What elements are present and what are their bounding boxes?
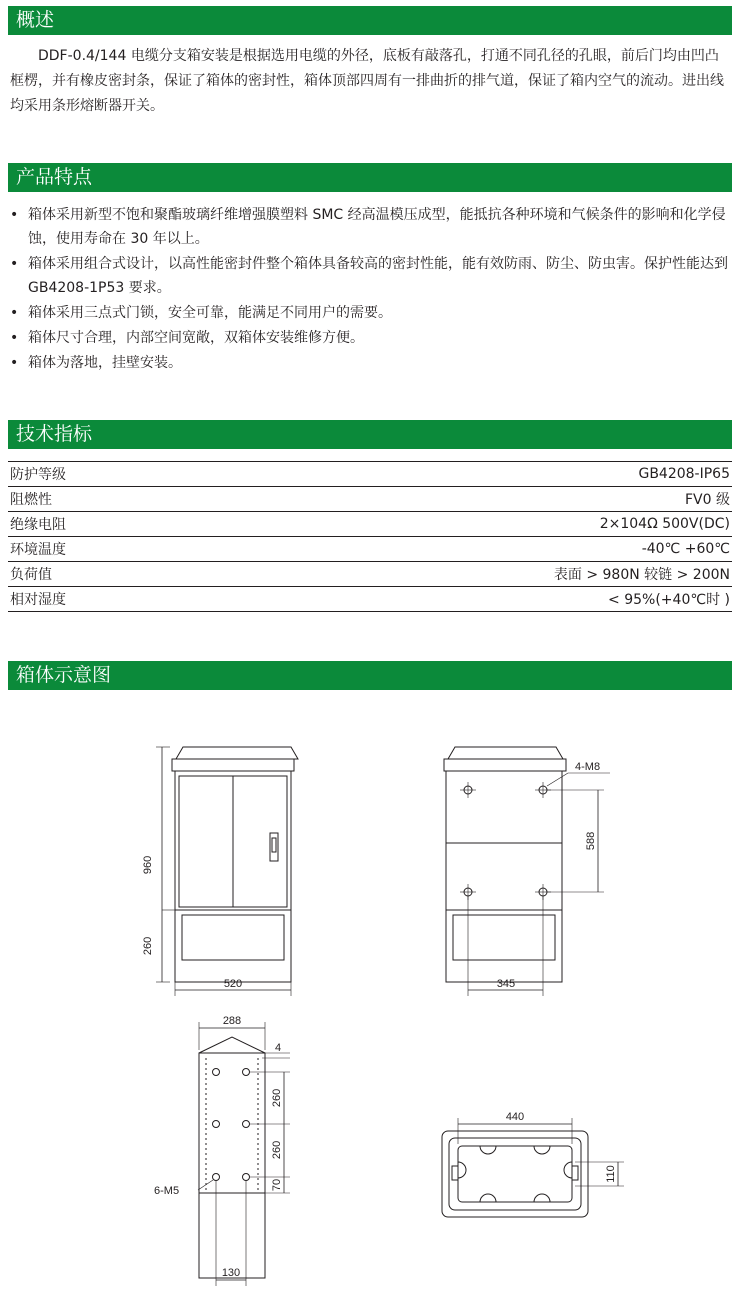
- feature-item: [10, 252, 732, 300]
- feature-text: 箱体为落地，挂壁安装。: [28, 355, 182, 371]
- table-row: [8, 487, 732, 512]
- section-title-overview: 概述: [8, 6, 732, 35]
- bullet: •: [10, 305, 19, 321]
- dim-side-bolt: 6-M5: [154, 1185, 180, 1197]
- feature-item: [10, 326, 732, 350]
- table-row: [8, 512, 732, 537]
- bullet: •: [10, 256, 19, 272]
- front-view-drawing: [156, 747, 298, 996]
- spec-name: 绝缘电阻: [10, 517, 66, 533]
- dim-back-bolt: 4-M8: [575, 761, 601, 773]
- feature-item: [10, 203, 732, 251]
- back-view-drawing: [444, 747, 610, 996]
- bullet: •: [10, 330, 19, 346]
- feature-text: 箱体采用组合式设计，以高性能密封件整个箱体具备较高的密封性能，能有效防雨、防尘、防虫害。保护性能达到 GB4208-1P53 要求。: [28, 256, 728, 296]
- feature-item: [10, 351, 732, 375]
- spec-name: 负荷值: [10, 567, 52, 583]
- dim-side-base: 130: [221, 1267, 241, 1279]
- spec-value: -40℃ +60℃: [641, 541, 730, 557]
- section-title-diagram: 箱体示意图: [8, 661, 732, 690]
- bullet: •: [10, 207, 19, 223]
- spec-value: FV0 级: [685, 492, 730, 508]
- dim-front-height: 960: [142, 855, 154, 875]
- dim-back-width: 345: [496, 978, 516, 990]
- dim-top-depth: 110: [605, 1165, 617, 1183]
- spec-value: < 95%(+40℃时 ): [608, 592, 730, 608]
- bullet: •: [10, 355, 19, 371]
- spec-name: 相对湿度: [10, 592, 66, 608]
- dim-front-width: 520: [223, 978, 243, 990]
- spec-value: 2×104Ω 500V(DC): [599, 516, 730, 532]
- spec-table: [8, 461, 732, 612]
- dim-front-lower: 260: [142, 936, 154, 956]
- table-row: [8, 562, 732, 587]
- feature-item: [10, 301, 732, 325]
- feature-list: [10, 203, 732, 376]
- spec-value: GB4208-IP65: [638, 466, 730, 482]
- dim-side-bottom: 70: [271, 1178, 283, 1192]
- dim-top-width: 440: [505, 1111, 525, 1123]
- section-title-features: 产品特点: [8, 163, 732, 192]
- cabinet-drawings: [0, 700, 740, 1292]
- table-row: [8, 587, 732, 612]
- spec-name: 防护等级: [10, 467, 66, 483]
- table-row: [8, 462, 732, 487]
- overview-paragraph: DDF-0.4/144 电缆分支箱安装是根据选用电缆的外径，底板有敲落孔，打通不同孔径的孔眼，前后门均由凹凸框楞，并有橡皮密封条，保证了箱体的密封性，箱体顶部四周有一排曲折的排气道，保证了箱内空气的流动。进出线均采用条形熔断器开关。: [10, 48, 724, 114]
- spec-name: 阻燃性: [10, 492, 52, 508]
- top-view-drawing: [442, 1118, 624, 1217]
- section-title-specs: 技术指标: [8, 420, 732, 449]
- spec-value: 表面 > 980N 较链 > 200N: [553, 567, 730, 583]
- dim-side-width: 288: [222, 1015, 242, 1027]
- feature-text: 箱体采用新型不饱和聚酯玻璃纤维增强膜塑料 SMC 经高温模压成型，能抵抗各种环境和气候条件的影响和化学侵蚀，使用寿命在 30 年以上。: [28, 207, 726, 247]
- spec-name: 环境温度: [10, 542, 66, 558]
- dim-side-gap1: 260: [271, 1088, 283, 1108]
- dim-side-wall: 4: [275, 1042, 282, 1054]
- feature-text: 箱体采用三点式门锁，安全可靠，能满足不同用户的需要。: [28, 305, 392, 321]
- dim-back-spacing: 588: [585, 831, 597, 851]
- feature-text: 箱体尺寸合理，内部空间宽敞，双箱体安装维修方便。: [28, 330, 364, 346]
- table-row: [8, 537, 732, 562]
- dim-side-gap2: 260: [271, 1140, 283, 1160]
